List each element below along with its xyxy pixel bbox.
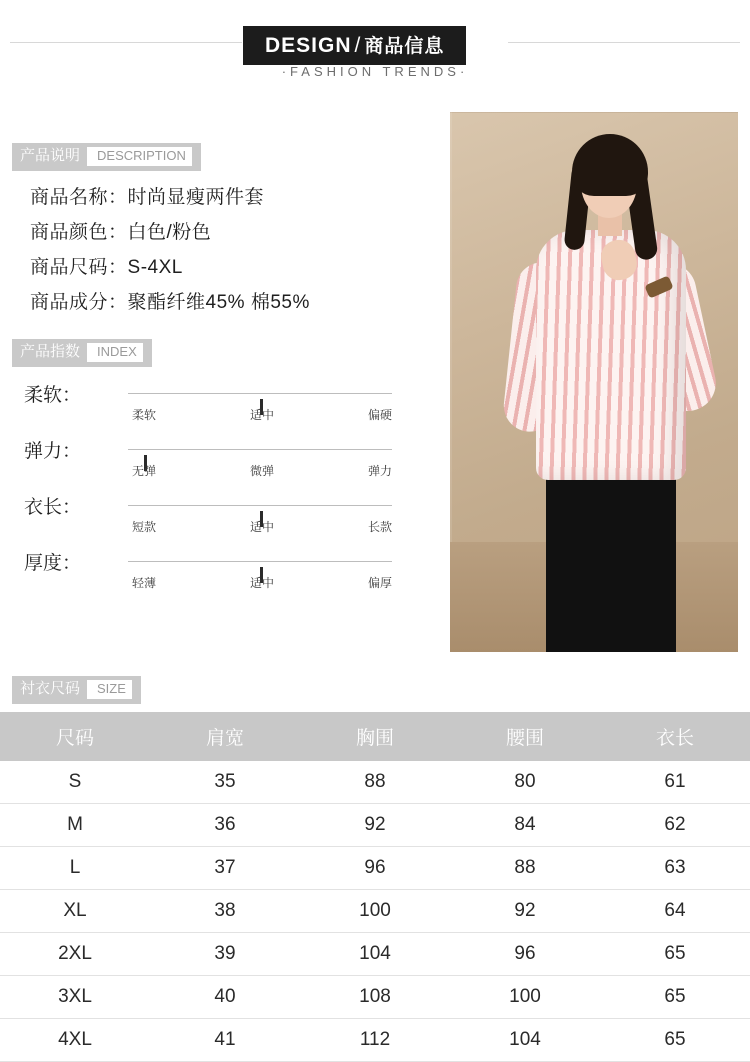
size-column-header: 衣长 xyxy=(600,712,750,761)
index-label: 衣长： xyxy=(24,497,82,518)
index-track xyxy=(128,505,392,506)
index-label: 弹力： xyxy=(24,441,82,462)
index-tick: 长款 xyxy=(367,520,392,534)
design-banner-slash: / xyxy=(354,34,362,57)
size-section-title xyxy=(12,676,141,704)
description-label: 商品成分： xyxy=(30,292,128,313)
design-banner-en: DESIGN xyxy=(265,34,352,57)
size-cell: 112 xyxy=(300,1019,450,1062)
size-cell: 65 xyxy=(600,933,750,976)
size-cell: 37 xyxy=(150,847,300,890)
size-cell: 84 xyxy=(450,804,600,847)
size-cell: 35 xyxy=(150,761,300,804)
index-title-en: INDEX xyxy=(86,342,144,363)
description-row xyxy=(30,180,310,215)
index-track xyxy=(128,449,392,450)
size-cell: 41 xyxy=(150,1019,300,1062)
size-cell: 92 xyxy=(300,804,450,847)
index-section-title xyxy=(12,339,152,367)
size-cell: 80 xyxy=(450,761,600,804)
size-cell: 65 xyxy=(600,976,750,1019)
index-row-softness xyxy=(24,380,414,436)
product-photo xyxy=(450,112,738,652)
description-label: 商品尺码： xyxy=(30,257,128,278)
design-banner-cn: 商品信息 xyxy=(364,36,445,57)
size-cell: L xyxy=(0,847,150,890)
index-row-thickness xyxy=(24,548,414,604)
size-title-en: SIZE xyxy=(86,679,133,700)
description-label: 商品名称： xyxy=(30,187,128,208)
size-cell: 39 xyxy=(150,933,300,976)
size-column-header: 腰围 xyxy=(450,712,600,761)
index-tick: 偏硬 xyxy=(367,408,392,422)
size-cell: 88 xyxy=(450,847,600,890)
description-value: 时尚显瘦两件套 xyxy=(127,187,265,208)
header-rule-left xyxy=(10,42,242,43)
size-cell: 108 xyxy=(300,976,450,1019)
size-table-header-row xyxy=(0,712,750,761)
size-column-header: 尺码 xyxy=(0,712,150,761)
table-row xyxy=(0,761,750,804)
size-cell: 88 xyxy=(300,761,450,804)
design-banner xyxy=(243,26,466,65)
table-row xyxy=(0,847,750,890)
size-table xyxy=(0,712,750,1062)
size-cell: 104 xyxy=(300,933,450,976)
index-tick: 轻薄 xyxy=(131,576,156,590)
description-value: 聚酯纤维45% 棉55% xyxy=(127,292,310,313)
index-tick: 适中 xyxy=(249,576,274,590)
description-row xyxy=(30,285,310,320)
size-cell: 61 xyxy=(600,761,750,804)
description-section-title xyxy=(12,143,201,171)
index-ticks xyxy=(116,406,408,423)
description-title-en: DESCRIPTION xyxy=(86,146,193,167)
table-row xyxy=(0,933,750,976)
index-ticks xyxy=(116,462,408,479)
index-tick: 适中 xyxy=(249,520,274,534)
description-value: 白色/粉色 xyxy=(127,222,212,243)
index-tick: 无弹 xyxy=(131,464,156,478)
size-cell: 100 xyxy=(450,976,600,1019)
index-track xyxy=(128,393,392,394)
size-cell: 96 xyxy=(300,847,450,890)
index-tick: 微弹 xyxy=(249,464,274,478)
size-cell: 96 xyxy=(450,933,600,976)
index-row-elasticity xyxy=(24,436,414,492)
table-row xyxy=(0,804,750,847)
index-tick: 柔软 xyxy=(131,408,156,422)
index-tick: 偏厚 xyxy=(367,576,392,590)
size-cell: S xyxy=(0,761,150,804)
size-cell: 36 xyxy=(150,804,300,847)
size-cell: 63 xyxy=(600,847,750,890)
size-cell: M xyxy=(0,804,150,847)
size-cell: 38 xyxy=(150,890,300,933)
size-cell: 104 xyxy=(450,1019,600,1062)
index-ticks xyxy=(116,518,408,535)
size-cell: 2XL xyxy=(0,933,150,976)
index-tick: 弹力 xyxy=(367,464,392,478)
size-cell: 92 xyxy=(450,890,600,933)
size-cell: 100 xyxy=(300,890,450,933)
index-label: 柔软： xyxy=(24,385,82,406)
size-cell: 3XL xyxy=(0,976,150,1019)
table-row xyxy=(0,976,750,1019)
header-rule-right xyxy=(508,42,740,43)
size-cell: 40 xyxy=(150,976,300,1019)
index-track xyxy=(128,561,392,562)
description-row xyxy=(30,215,310,250)
description-row xyxy=(30,250,310,285)
size-column-header: 胸围 xyxy=(300,712,450,761)
description-label: 商品颜色： xyxy=(30,222,128,243)
index-ticks xyxy=(116,574,408,591)
page-header xyxy=(0,0,750,96)
size-cell: 4XL xyxy=(0,1019,150,1062)
description-title-cn: 产品说明 xyxy=(20,147,81,164)
index-chart xyxy=(24,380,414,604)
size-cell: XL xyxy=(0,890,150,933)
header-subtitle: ·FASHION TRENDS· xyxy=(281,64,469,79)
index-row-length xyxy=(24,492,414,548)
size-column-header: 肩宽 xyxy=(150,712,300,761)
description-value: S-4XL xyxy=(127,257,183,278)
table-row xyxy=(0,890,750,933)
index-title-cn: 产品指数 xyxy=(20,343,81,360)
index-label: 厚度： xyxy=(24,553,82,574)
description-list xyxy=(30,180,310,320)
index-tick: 适中 xyxy=(249,408,274,422)
size-title-cn: 衬衣尺码 xyxy=(20,680,81,697)
size-cell: 65 xyxy=(600,1019,750,1062)
table-row xyxy=(0,1019,750,1062)
size-cell: 64 xyxy=(600,890,750,933)
size-cell: 62 xyxy=(600,804,750,847)
photo-model-pants xyxy=(546,464,676,652)
index-tick: 短款 xyxy=(131,520,156,534)
